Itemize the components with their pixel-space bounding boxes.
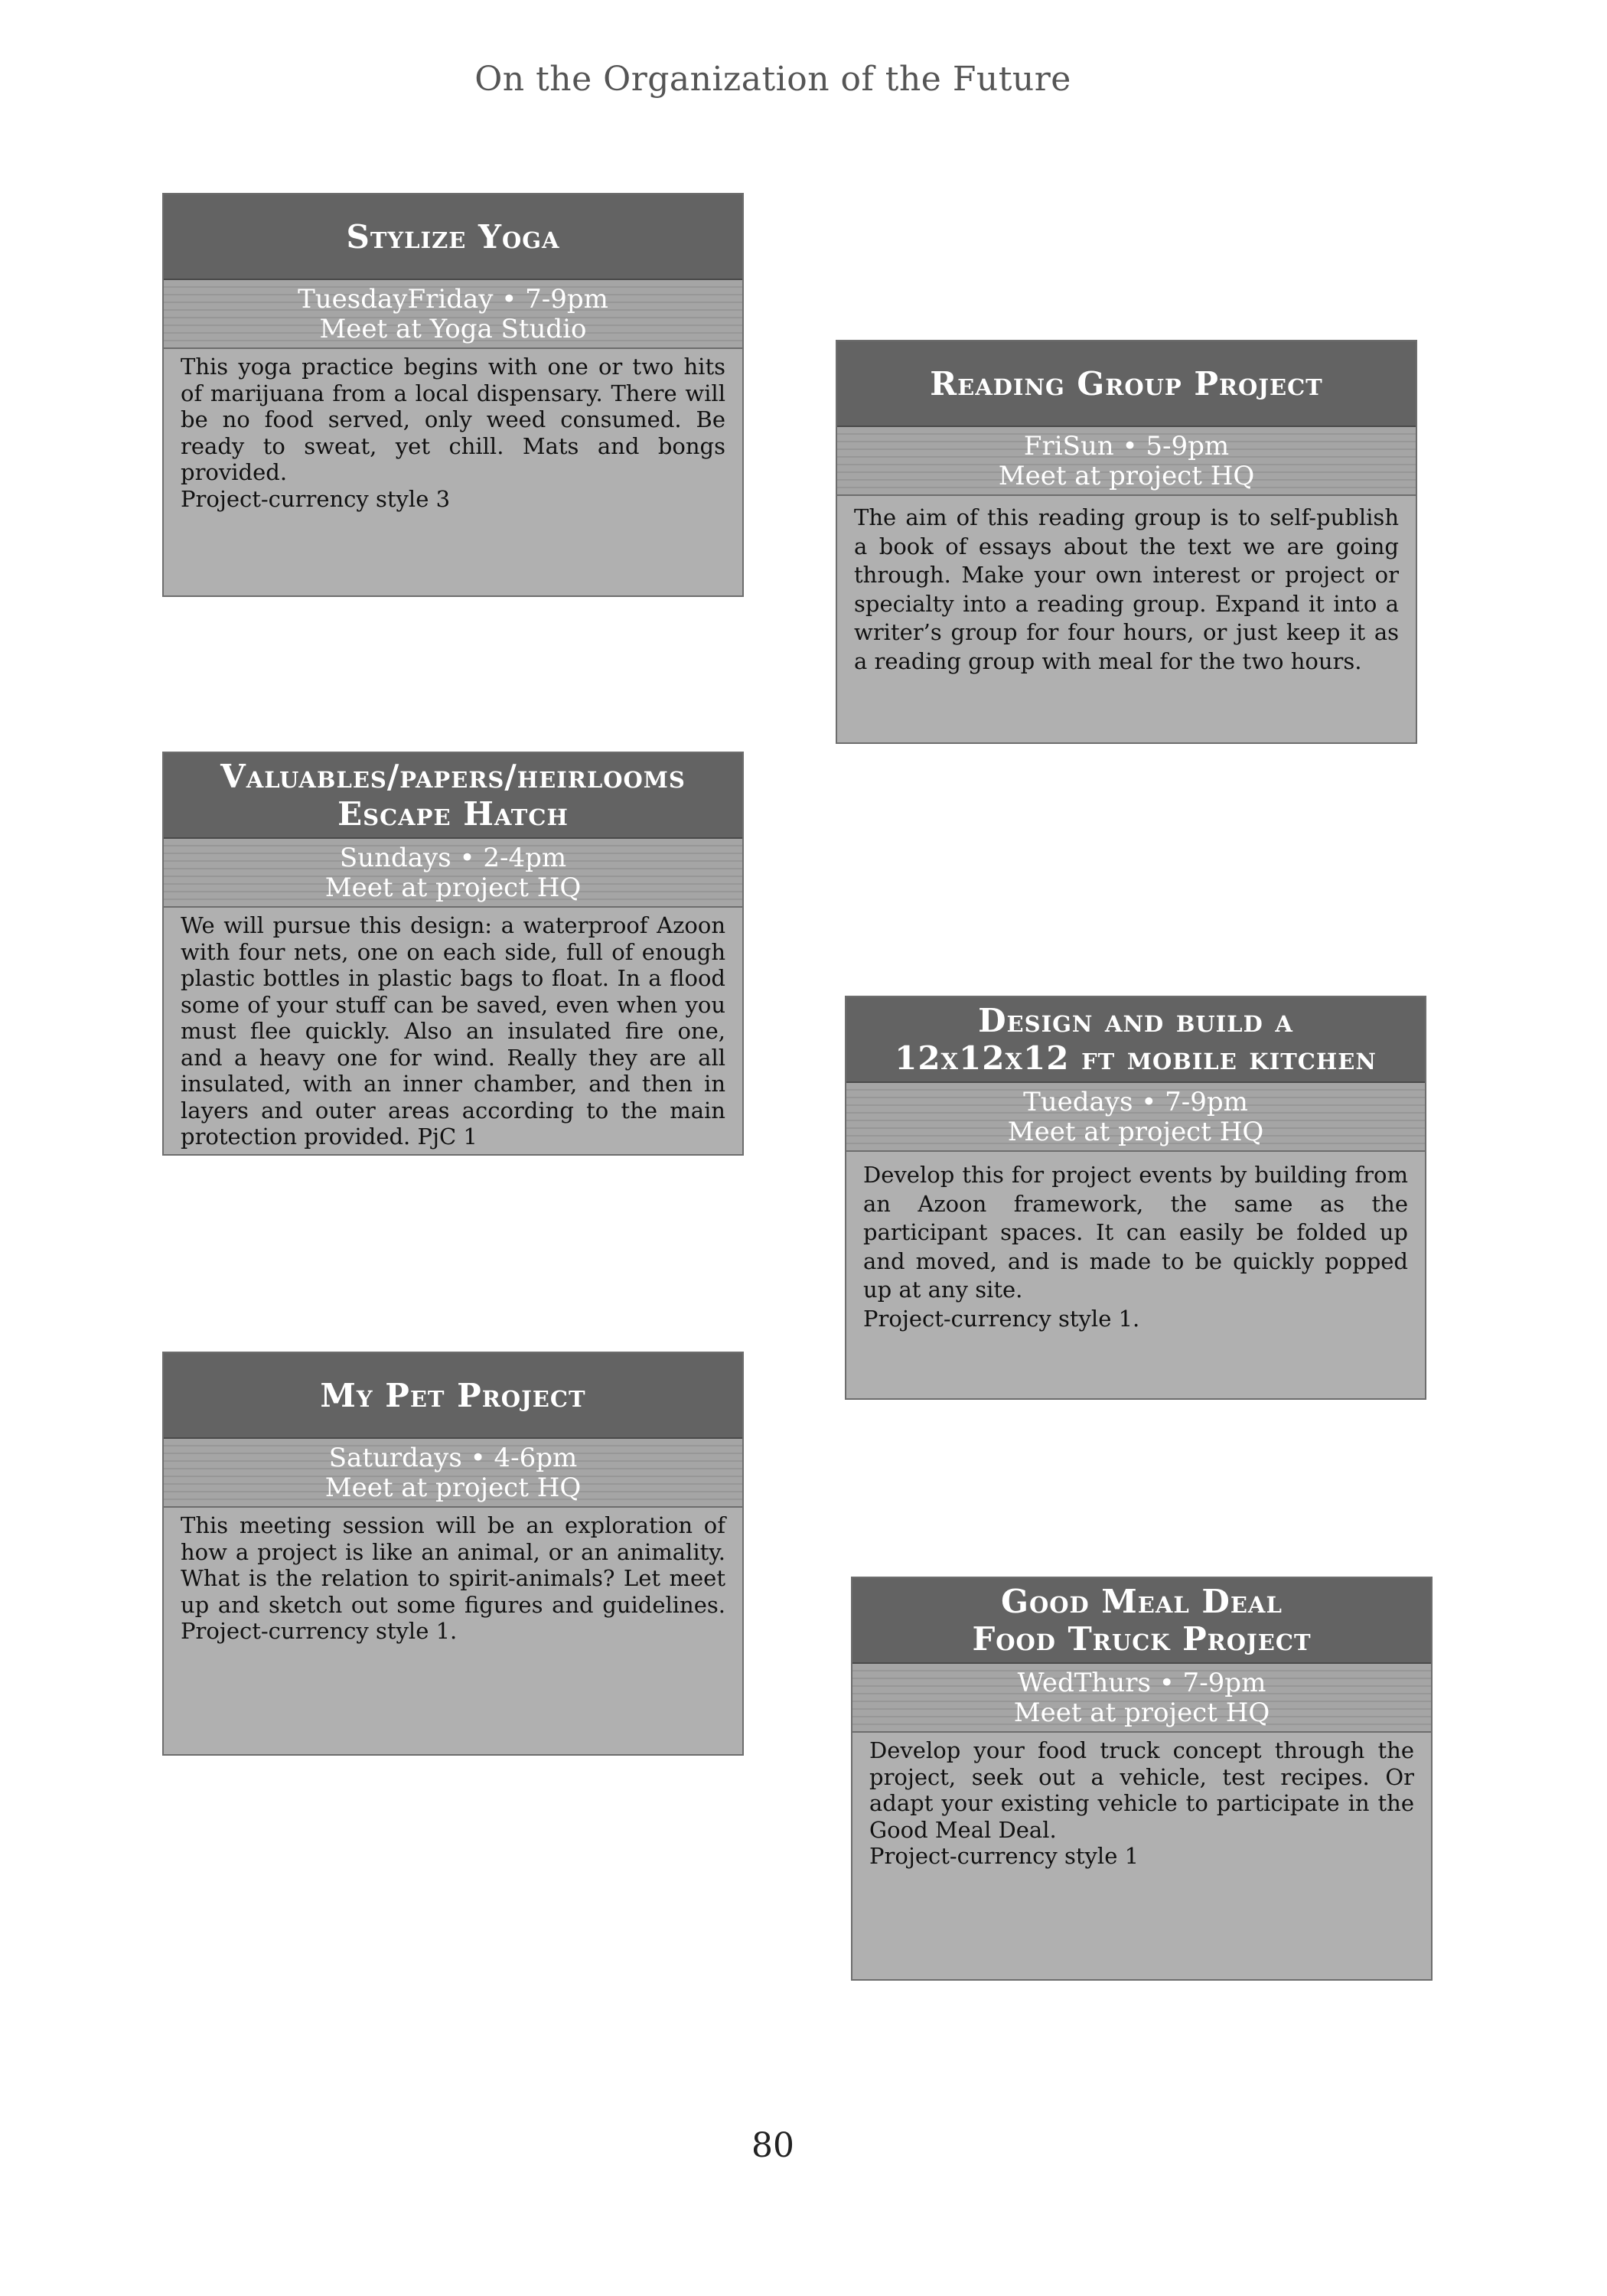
card-currency: Project-currency style 3 xyxy=(181,485,451,512)
event-card xyxy=(836,340,1417,744)
card-description: Develop your food truck concept through the project, seek out a vehicle, test recipes. Or adapt your existing vehicle to participate in the Good Meal Deal. xyxy=(869,1737,1414,1843)
card-title: My Pet Project xyxy=(164,1353,742,1439)
card-location: Meet at project HQ xyxy=(1007,1117,1264,1147)
card-title: Design and build a 12x12x12 ft mobile kitchen xyxy=(846,997,1425,1083)
card-schedule: TuesdayFriday • 7-9pm xyxy=(298,284,608,315)
card-schedule: Saturdays • 4-6pm xyxy=(328,1443,578,1473)
card-location: Meet at Yoga Studio xyxy=(319,314,587,344)
card-meta xyxy=(164,839,742,908)
event-card xyxy=(851,1577,1433,1981)
card-meta xyxy=(837,427,1416,496)
card-location: Meet at project HQ xyxy=(324,1473,582,1503)
event-card xyxy=(162,1352,744,1756)
card-title: Reading Group Project xyxy=(837,341,1416,427)
card-currency: Project-currency style 1 xyxy=(869,1843,1139,1869)
card-meta xyxy=(164,280,742,349)
event-card xyxy=(845,996,1426,1400)
card-schedule: WedThurs • 7-9pm xyxy=(1017,1668,1266,1698)
event-card xyxy=(162,193,744,597)
card-schedule: FriSun • 5-9pm xyxy=(1023,431,1230,461)
card-description: Develop this for project events by building from an Azoon framework, the same as the participant spaces. It can easily be folded up and moved, and is made to be quickly popped up at any site. xyxy=(863,1162,1408,1303)
card-body xyxy=(164,1508,742,1645)
card-body xyxy=(164,908,742,1150)
card-description: We will pursue this design: a waterproof Azoon with four nets, one on each side, full of enough plastic bottles in plastic bags to float. In a flood some of your stuff can be saved, even when you must flee quickly. Also an insulated fire one, and a heavy one for wind. Really they are all insulated, with an inner chamber, and then in layers and outer areas according to the main protection provided. PjC 1 xyxy=(181,912,725,1150)
card-meta xyxy=(846,1083,1425,1152)
card-currency: Project-currency style 1. xyxy=(863,1305,1140,1332)
card-title: Good Meal Deal Food Truck Project xyxy=(852,1578,1431,1664)
card-body xyxy=(852,1733,1431,1870)
running-header: On the Organization of the Future xyxy=(474,60,1071,99)
card-location: Meet at project HQ xyxy=(998,461,1255,491)
card-title: Valuables/papers/heirlooms Escape Hatch xyxy=(164,753,742,839)
card-body xyxy=(164,349,742,512)
card-body xyxy=(846,1152,1425,1333)
card-title: Stylize Yoga xyxy=(164,194,742,280)
card-description: The aim of this reading group is to self-publish a book of essays about the text we are going through. Make your own interest or project or specialty into a reading group. Expand it into a writer’s group for four hours, or just keep it as a reading group with meal for the two hours. xyxy=(854,504,1399,674)
card-body xyxy=(837,496,1416,676)
card-description: This yoga practice begins with one or two hits of marijuana from a local dispensary. There will be no food served, only weed consumed. Be ready to sweat, yet chill. Mats and bongs provided. xyxy=(181,354,725,485)
card-schedule: Sundays • 2-4pm xyxy=(339,843,567,873)
card-meta xyxy=(164,1439,742,1508)
card-meta xyxy=(852,1664,1431,1733)
card-schedule: Tuedays • 7-9pm xyxy=(1023,1087,1248,1117)
event-card xyxy=(162,752,744,1156)
card-location: Meet at project HQ xyxy=(1013,1698,1270,1728)
card-location: Meet at project HQ xyxy=(324,872,582,903)
page-number: 80 xyxy=(751,2126,794,2165)
card-description: This meeting session will be an exploration of how a project is like an animal, or an animality. What is the relation to spirit-animals? Let meet up and sketch out some figures and guidelines. Project-currency style 1. xyxy=(181,1512,725,1644)
